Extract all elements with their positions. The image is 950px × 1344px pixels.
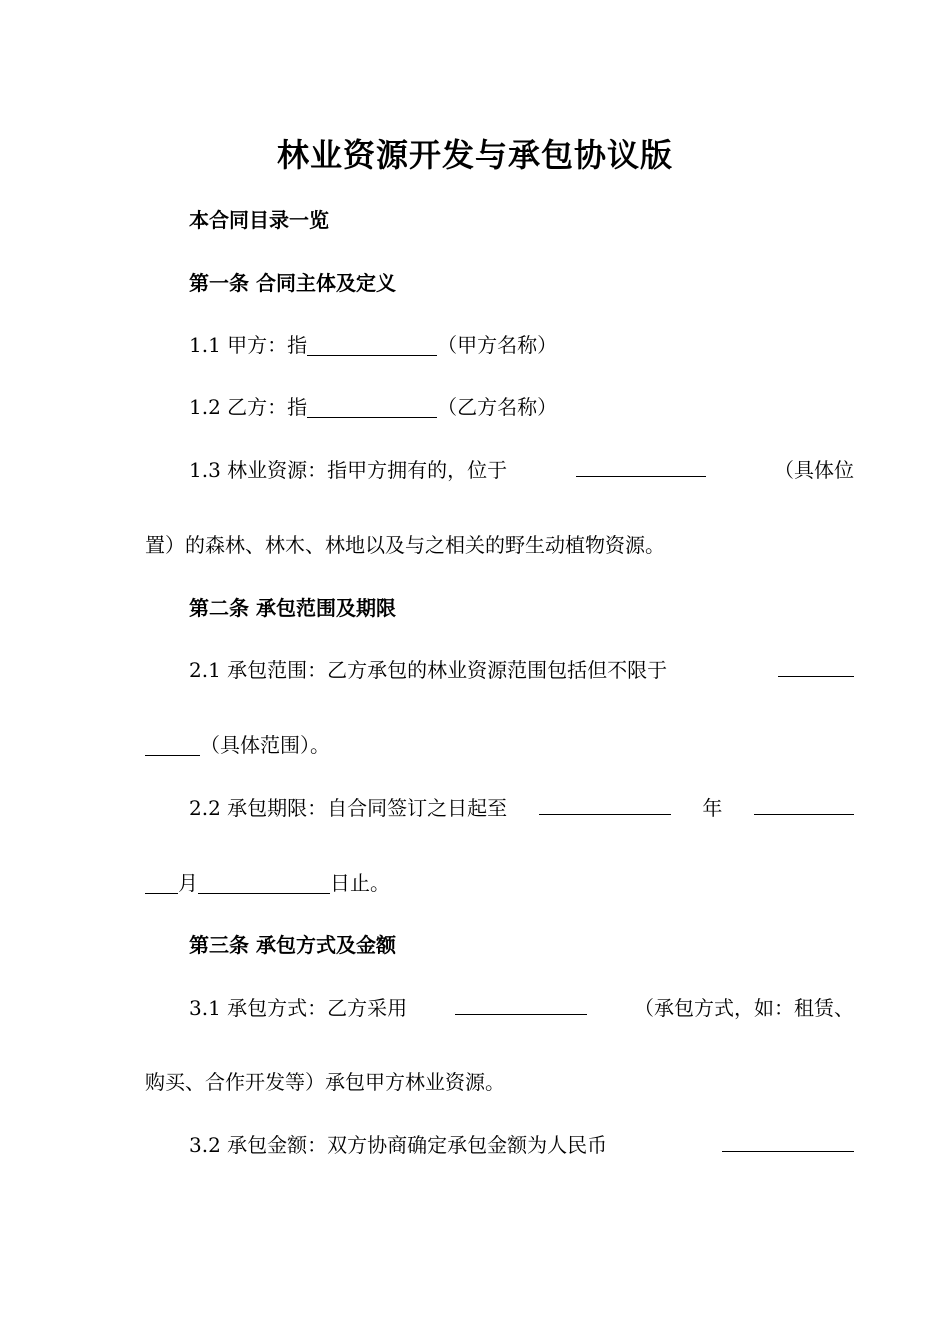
clause-1-1-suffix: （甲方名称） [437, 333, 558, 357]
clause-3-1-prefix: 3.1 承包方式：乙方采用 [189, 996, 408, 1020]
clause-1-3 [145, 456, 854, 484]
scope-blank-end [145, 735, 200, 756]
document-title: 林业资源开发与承包协议版 [276, 136, 673, 174]
scope-blank-start [778, 656, 854, 677]
clause-1-2-prefix: 1.2 乙方：指 [189, 395, 308, 419]
clause-1-3-prefix: 1.3 林业资源：指甲方拥有的，位于 [189, 458, 508, 482]
article-3-heading: 第三条 承包方式及金额 [189, 933, 396, 957]
toc-heading: 本合同目录一览 [189, 208, 329, 232]
end-day-blank [198, 873, 330, 894]
article-2-heading: 第二条 承包范围及期限 [189, 596, 396, 620]
end-month-blank-end [145, 873, 178, 894]
clause-3-2 [145, 1131, 854, 1159]
contract-amount-blank [722, 1131, 854, 1152]
end-year-blank [539, 794, 671, 815]
contract-method-blank [455, 994, 587, 1015]
clause-3-1-suffix: （承包方式，如：租赁、 [633, 996, 854, 1020]
clause-3-1 [145, 994, 854, 1022]
clause-2-2 [145, 794, 854, 822]
clause-2-1 [145, 656, 854, 684]
clause-2-2-year: 年 [702, 796, 723, 820]
clause-1-1-prefix: 1.1 甲方：指 [189, 333, 308, 357]
clause-2-1-cont-text: （具体范围）。 [200, 733, 330, 757]
clause-2-1-text: 2.1 承包范围：乙方承包的林业资源范围包括但不限于 [189, 658, 668, 682]
clause-1-3-continuation: 置）的森林、林木、林地以及与之相关的野生动植物资源。 [145, 533, 665, 557]
clause-2-1-continuation [145, 731, 810, 759]
clause-3-1-continuation: 购买、合作开发等）承包甲方林业资源。 [145, 1070, 505, 1094]
party-b-name-blank [307, 397, 437, 418]
clause-1-1 [145, 331, 854, 359]
end-month-blank-start [754, 794, 854, 815]
clause-1-2 [145, 393, 854, 421]
location-blank [576, 456, 706, 477]
clause-2-2-continuation [145, 869, 810, 897]
party-a-name-blank [307, 335, 437, 356]
clause-3-2-text: 3.2 承包金额：双方协商确定承包金额为人民币 [189, 1133, 608, 1157]
clause-2-2-prefix: 2.2 承包期限：自合同签订之日起至 [189, 796, 508, 820]
clause-2-2-month: 月 [178, 871, 198, 895]
clause-2-2-day: 日止。 [330, 871, 390, 895]
article-1-heading: 第一条 合同主体及定义 [189, 271, 396, 295]
clause-1-3-suffix: （具体位 [773, 458, 854, 482]
clause-1-2-suffix: （乙方名称） [437, 395, 558, 419]
